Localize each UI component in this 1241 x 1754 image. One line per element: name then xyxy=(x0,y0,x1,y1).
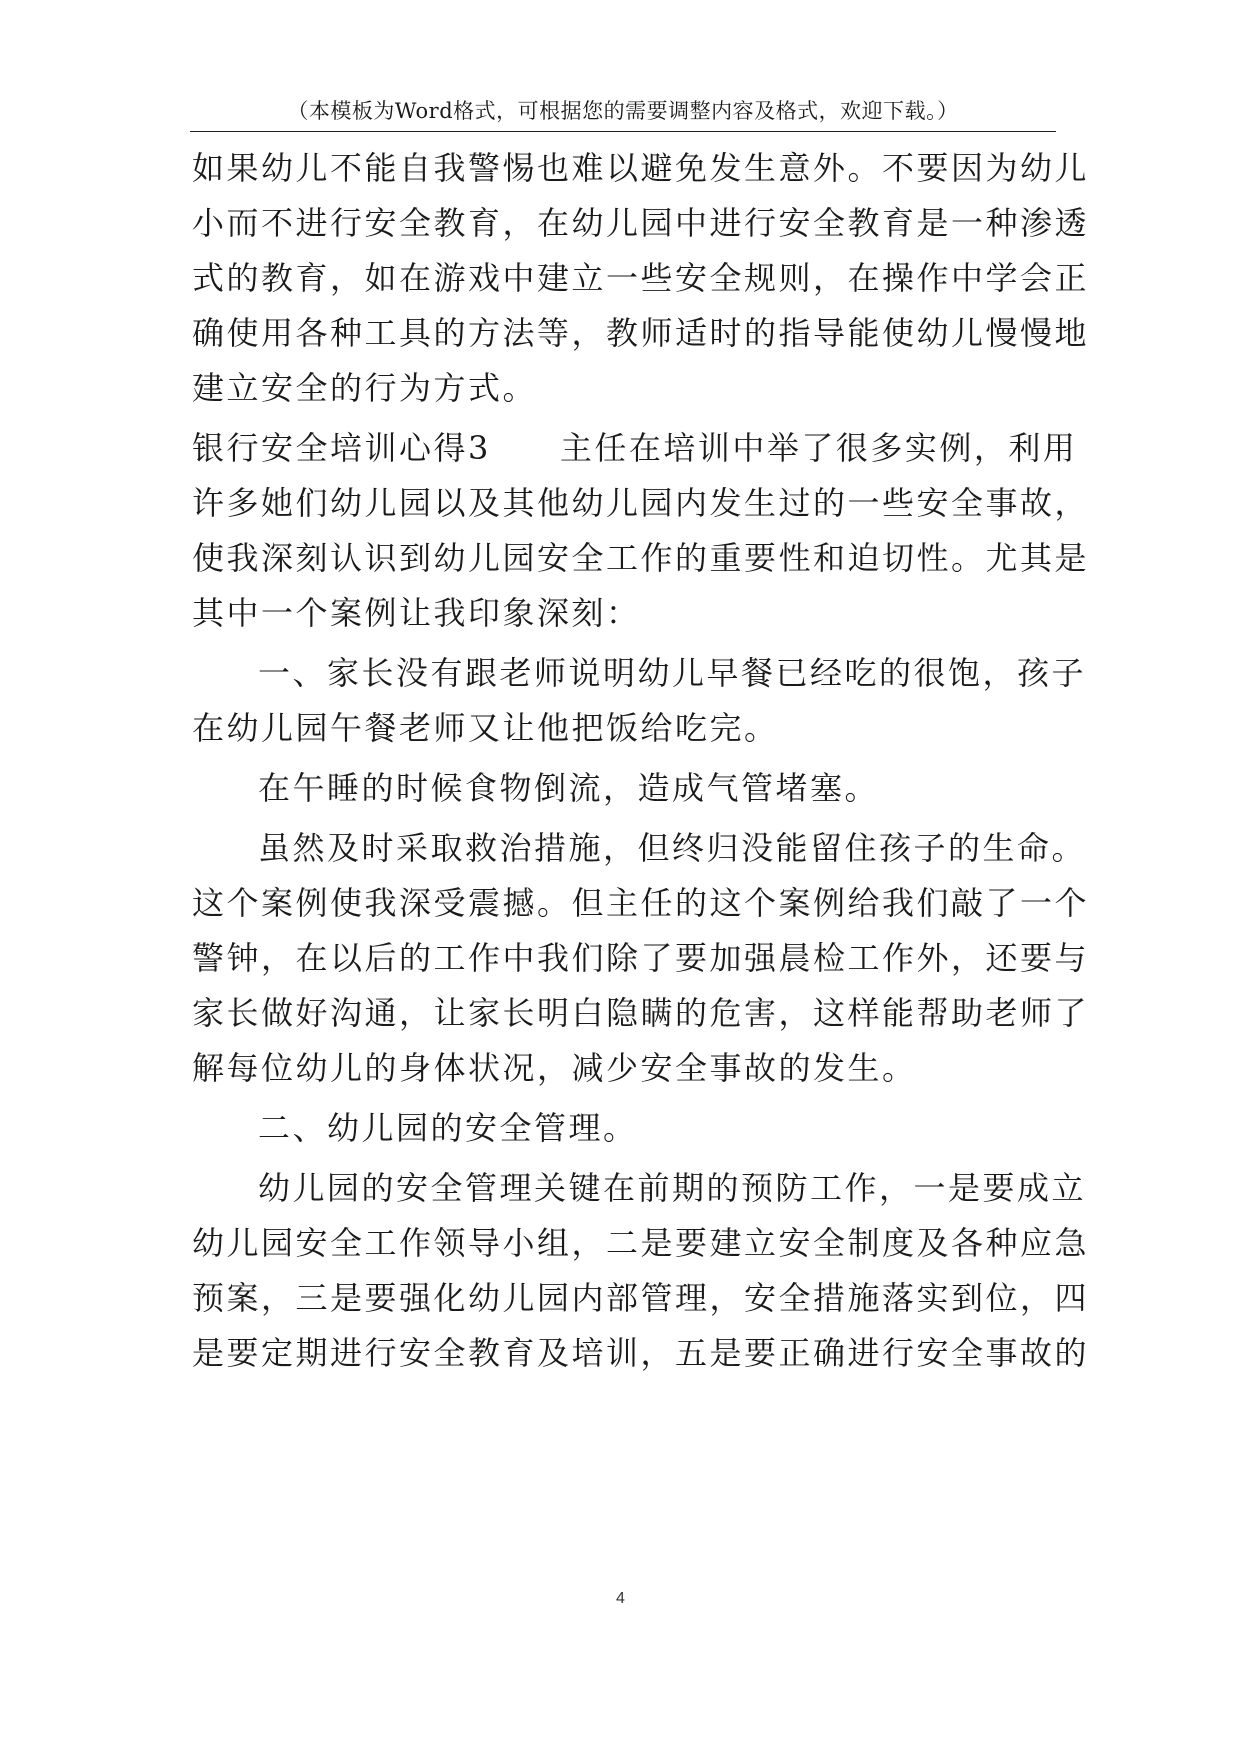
body-line: 在幼儿园午餐老师又让他把饭给吃完。 xyxy=(192,709,779,747)
body-line: 其中一个案例让我印象深刻： xyxy=(192,594,641,632)
body-line: 确使用各种工具的方法等，教师适时的指导能使幼儿慢慢地 xyxy=(192,314,1090,352)
body-line: 这个案例使我深受震撼。但主任的这个案例给我们敲了一个 xyxy=(192,884,1090,922)
body-line: 警钟，在以后的工作中我们除了要加强晨检工作外，还要与 xyxy=(192,939,1090,977)
section-heading-line: 银行安全培训心得3 主任在培训中举了很多实例，利用 xyxy=(192,429,1078,467)
body-line: 虽然及时采取救治措施，但终归没能留住孩子的生命。 xyxy=(258,829,1087,867)
body-line: 幼儿园安全工作领导小组，二是要建立安全制度及各种应急 xyxy=(192,1224,1090,1262)
body-line: 式的教育，如在游戏中建立一些安全规则，在操作中学会正 xyxy=(192,259,1090,297)
section-heading-line: 二、幼儿园的安全管理。 xyxy=(258,1109,638,1147)
body-line: 幼儿园的安全管理关键在前期的预防工作，一是要成立 xyxy=(258,1169,1087,1207)
body-line: 使我深刻认识到幼儿园安全工作的重要性和迫切性。尤其是 xyxy=(192,539,1090,577)
body-line: 在午睡的时候食物倒流，造成气管堵塞。 xyxy=(258,769,880,807)
body-line: 小而不进行安全教育，在幼儿园中进行安全教育是一种渗透 xyxy=(192,204,1090,242)
header-divider xyxy=(190,131,1056,132)
body-line: 家长做好沟通，让家长明白隐瞒的危害，这样能帮助老师了 xyxy=(192,994,1090,1032)
body-line: 是要定期进行安全教育及培训，五是要正确进行安全事故的 xyxy=(192,1334,1090,1372)
body-line: 一、家长没有跟老师说明幼儿早餐已经吃的很饱，孩子 xyxy=(258,654,1087,692)
page-header: （本模板为Word格式，可根据您的需要调整内容及格式，欢迎下载。） xyxy=(287,99,959,123)
body-line: 预案，三是要强化幼儿园内部管理，安全措施落实到位，四 xyxy=(192,1279,1090,1317)
body-line: 建立安全的行为方式。 xyxy=(192,369,538,407)
body-line: 解每位幼儿的身体状况，减少安全事故的发生。 xyxy=(192,1049,917,1087)
body-line: 许多她们幼儿园以及其他幼儿园内发生过的一些安全事故， xyxy=(192,484,1090,522)
body-line: 如果幼儿不能自我警惕也难以避免发生意外。不要因为幼儿 xyxy=(192,149,1090,187)
page-number: 4 xyxy=(616,1590,625,1607)
